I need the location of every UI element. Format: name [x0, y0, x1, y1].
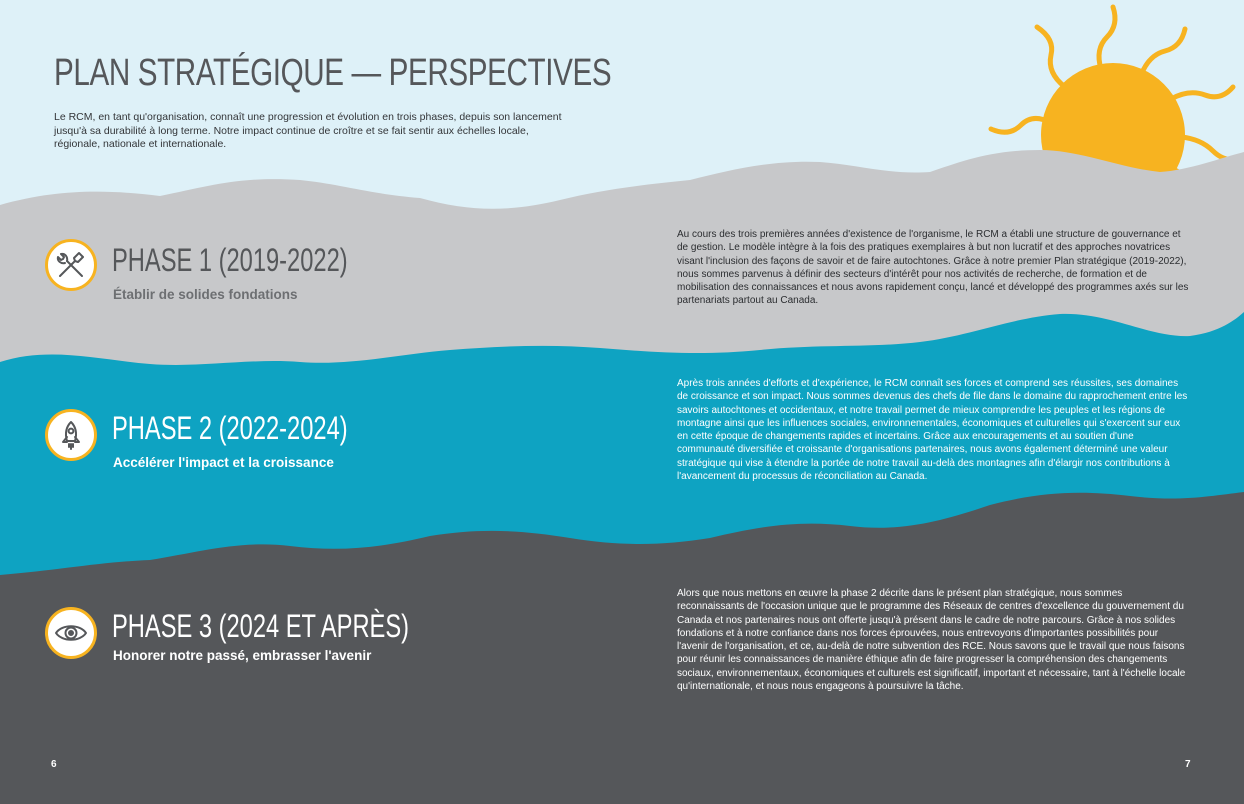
phase-3-subtitle: Honorer notre passé, embrasser l'avenir: [113, 648, 372, 663]
phase-3-description: Alors que nous mettons en œuvre la phase 2 décrite dans le présent plan stratégique, nous sommes reconnaissants de l'occasion unique que le programme des Réseaux de centres d'excellence du gouvernement du Canada et nos partenaires nous ont offerte jusqu'à présent dans le cadre de notre parcours. Grâce à nos solides fondations et à notre confiance dans nos forces éprouvées, nous entrevoyons d'importantes possibilités pour l'avenir de l'organisation, et ce, au-delà de notre subvention des RCE. Nous savons que le travail que nous faisons pour réunir les connaissances de manière éthique afin de faire progresser la compréhension des changements sociaux, environnementaux, économiques et culturels est significatif, important et nécessaire, tant à l'échelle locale qu'internationale, et nous nous engageons à poursuivre la tâche.: [677, 588, 1186, 693]
phase-1-title: PHASE 1 (2019-2022): [112, 242, 348, 278]
phase-3-title: PHASE 3 (2024 ET APRÈS): [112, 608, 410, 644]
page-title: PLAN STRATÉGIQUE — PERSPECTIVES: [54, 52, 612, 94]
phase-1-description: Au cours des trois premières années d'existence de l'organisme, le RCM a établi une structure de gouvernance et de gestion. Le modèle intègre à la fois des pratiques exemplaires à but non lucratif et des approches novatrices visant l'inclusion des façons de savoir et de faire autochtones. Grâce à notre premier Plan stratégique (2019-2022), nous sommes parvenus à définir des secteurs d'intérêt pour nos activités de recherche, de formation et de mobilisation des connaissances et nous avons rapidement conçu, lancé et développé des programmes axés sur les partenariats partout au Canada.: [677, 229, 1189, 307]
intro-paragraph: Le RCM, en tant qu'organisation, connaît une progression et évolution en trois phases, depuis son lancement jusqu'à sa durabilité à long terme. Notre impact continue de croître et se fait sentir aux échelles locale, régionale, nationale et internationale.: [54, 111, 562, 150]
phase-1-icon-badge: [45, 239, 97, 291]
page-number-left: 6: [51, 759, 57, 770]
rocket-icon: [56, 419, 86, 451]
phase-1-subtitle: Établir de solides fondations: [113, 287, 298, 302]
eye-icon: [54, 621, 88, 645]
tools-icon: [55, 249, 87, 281]
phase-2-title: PHASE 2 (2022-2024): [112, 410, 348, 446]
phase-3-icon-badge: [45, 607, 97, 659]
phase-2-subtitle: Accélérer l'impact et la croissance: [113, 455, 334, 470]
phase-2-description: Après trois années d'efforts et d'expérience, le RCM connaît ses forces et comprend ses réussites, ses domaines de croissance et son impact. Nous sommes devenus des chefs de file dans le domaine du rapprochement entre les savoirs autochtones et occidentaux, et notre travail permet de mieux comprendre les peuples et les régions de montagne ainsi que les influences sociales, environnementales, économiques et culturelles qui s'exercent sur eux en cette époque de changements rapides et incertains. Grâce aux encouragements et au soutien d'une communauté diversifiée et croissante d'organisations partenaires, nous avons également déterminé une valeur stratégique qui vise à étendre la portée de notre travail au-delà des montagnes afin d'élargir nos contributions à l'avancement du processus de réconciliation au Canada.: [677, 378, 1188, 483]
phase-2-icon-badge: [45, 409, 97, 461]
page-number-right: 7: [1185, 759, 1191, 770]
